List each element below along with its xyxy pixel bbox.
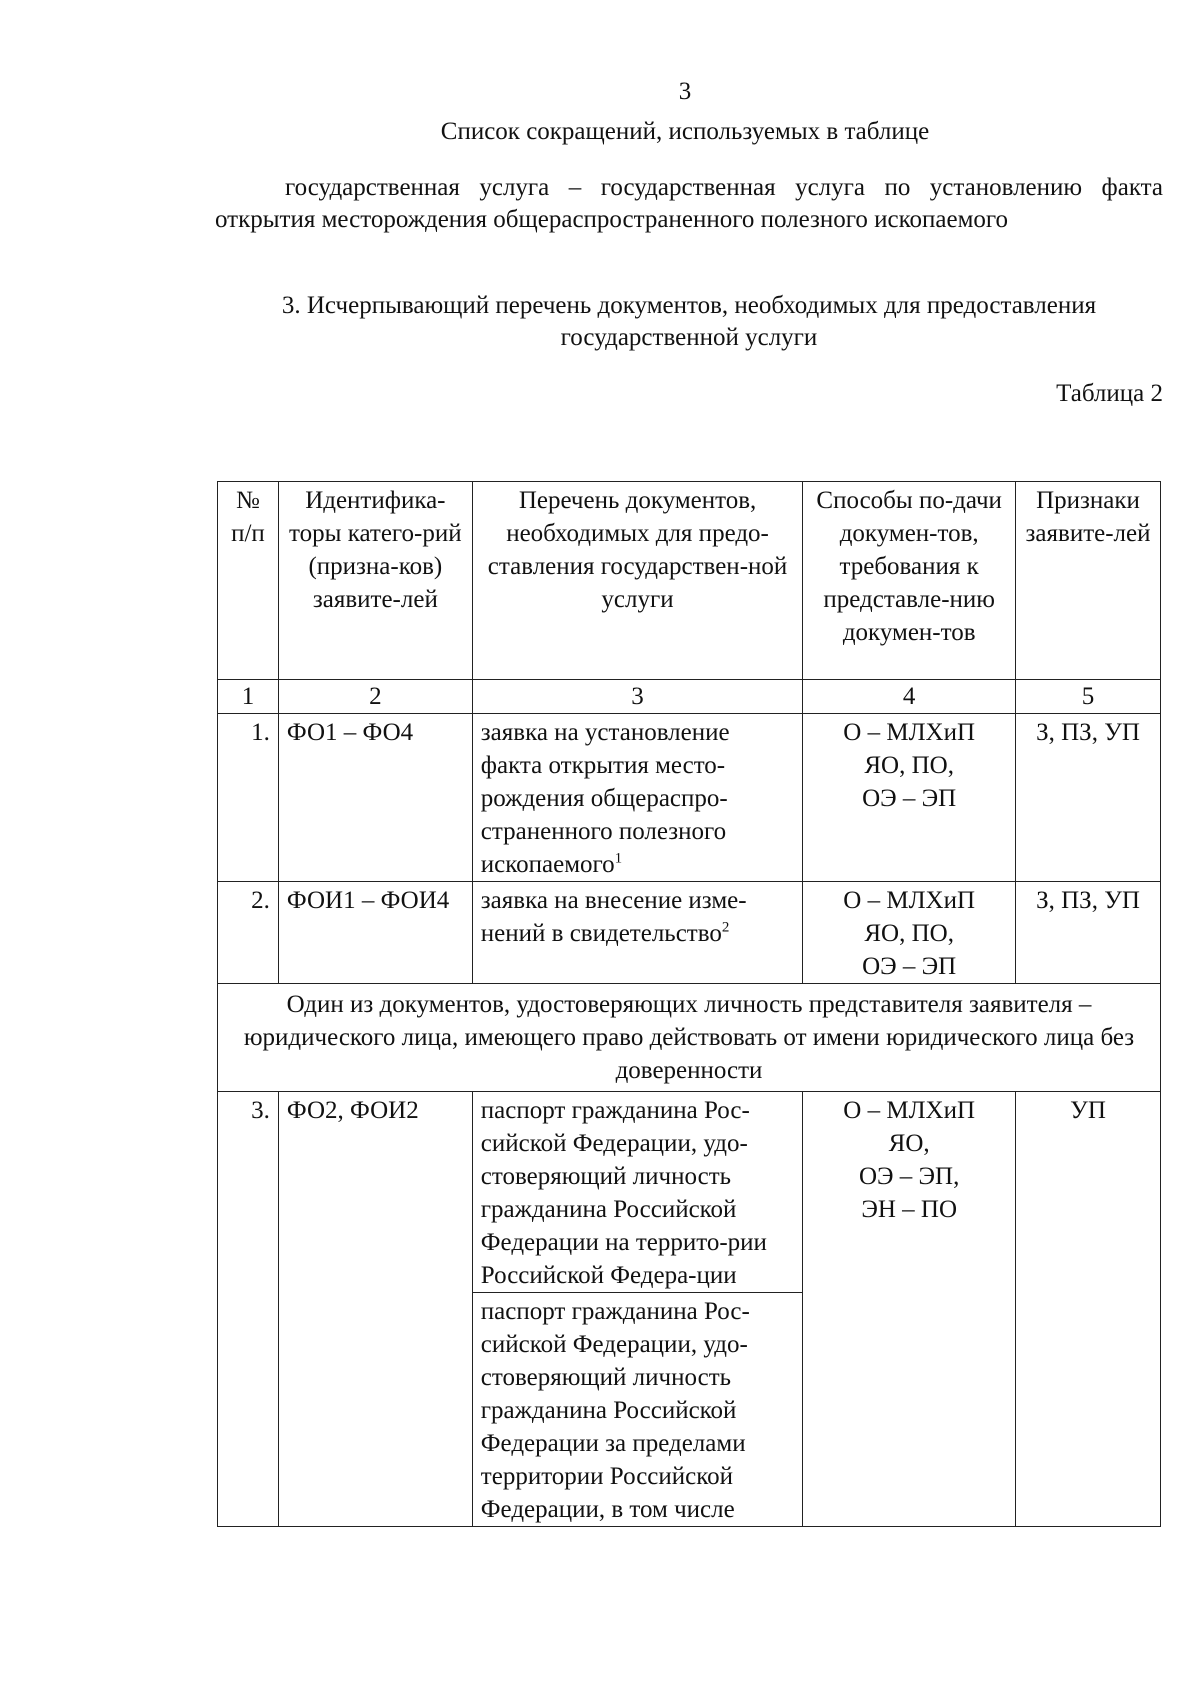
abbreviations-title: Список сокращений, используемых в таблице [440, 118, 930, 145]
section-heading-line-2: государственной услуги [560, 324, 818, 351]
row-document: паспорт гражданина Рос-сийской Федерации, удо-стоверяющий личность гражданина Российской Федерации на террито-рии Российской Федера-ции [472, 1092, 802, 1293]
table-row [218, 1092, 1161, 1293]
group-heading: Один из документов, удостоверяющих личность представителя заявителя – юридического лица, имеющего право действовать от имени юридического лица без доверенности [218, 984, 1161, 1092]
row-signs: УП [1016, 1092, 1161, 1527]
page-number: 3 [678, 78, 692, 105]
table-header-row [218, 482, 1161, 680]
section-heading [215, 290, 1163, 354]
header-documents: Перечень документов, необходимых для предо-ставления государствен-ной услуги [472, 482, 802, 680]
method-line: ЭН – ПО [861, 1196, 957, 1223]
row-identifiers: ФО1 – ФО4 [278, 714, 472, 882]
row-document-text: заявка на установление факта открытия место-рождения общераспро-страненного полезного ископаемого [480, 719, 730, 878]
row-signs: З, ПЗ, УП [1016, 714, 1161, 882]
column-number: 4 [803, 680, 1016, 714]
column-number: 2 [278, 680, 472, 714]
method-line: О – МЛХиП [843, 1097, 976, 1124]
table-row [218, 882, 1161, 984]
column-number: 5 [1016, 680, 1161, 714]
method-line: ОЭ – ЭП [862, 953, 957, 980]
method-line: ЯО, ПО, [864, 920, 954, 947]
row-document-text: заявка на внесение изме-нений в свидетельство [480, 887, 747, 947]
header-identifiers: Идентифика-торы катего-рий (призна-ков) заявите-лей [278, 482, 472, 680]
header-number: № п/п [218, 482, 279, 680]
row-document [472, 714, 802, 882]
documents-table [217, 481, 1161, 1527]
method-line: О – МЛХиП [843, 719, 976, 746]
row-number: 1. [218, 714, 279, 882]
row-number: 2. [218, 882, 279, 984]
header-methods: Способы по-дачи докумен-тов, требования к представле-нию докумен-тов [803, 482, 1016, 680]
table-row [218, 714, 1161, 882]
column-number: 1 [218, 680, 279, 714]
method-line: О – МЛХиП [843, 887, 976, 914]
header-signs: Признаки заявите-лей [1016, 482, 1161, 680]
row-document: паспорт гражданина Рос-сийской Федерации, удо-стоверяющий личность гражданина Российской Федерации за пределами территории Российской Федерации, в том числе [472, 1293, 802, 1527]
column-number-row [218, 680, 1161, 714]
method-line: ОЭ – ЭП, [858, 1163, 960, 1190]
row-methods [803, 714, 1016, 882]
table-caption: Таблица 2 [1056, 380, 1163, 407]
row-number: 3. [218, 1092, 279, 1527]
method-line: ЯО, [888, 1130, 930, 1157]
row-methods [803, 1092, 1016, 1527]
column-number: 3 [472, 680, 802, 714]
footnote-mark: 1 [614, 850, 623, 867]
table-group-row [218, 984, 1161, 1092]
row-document [472, 882, 802, 984]
row-signs: З, ПЗ, УП [1016, 882, 1161, 984]
row-identifiers: ФОИ1 – ФОИ4 [278, 882, 472, 984]
section-heading-line-1: 3. Исчерпывающий перечень документов, необходимых для предоставления [281, 292, 1097, 319]
abbreviations-text: государственная услуга – государственная услуга по установлению факта открытия месторождения общераспространенного полезного ископаемого [215, 174, 1163, 233]
method-line: ЯО, ПО, [864, 752, 954, 779]
row-identifiers: ФО2, ФОИ2 [278, 1092, 472, 1527]
row-methods [803, 882, 1016, 984]
footnote-mark: 2 [721, 919, 730, 936]
method-line: ОЭ – ЭП [862, 785, 957, 812]
